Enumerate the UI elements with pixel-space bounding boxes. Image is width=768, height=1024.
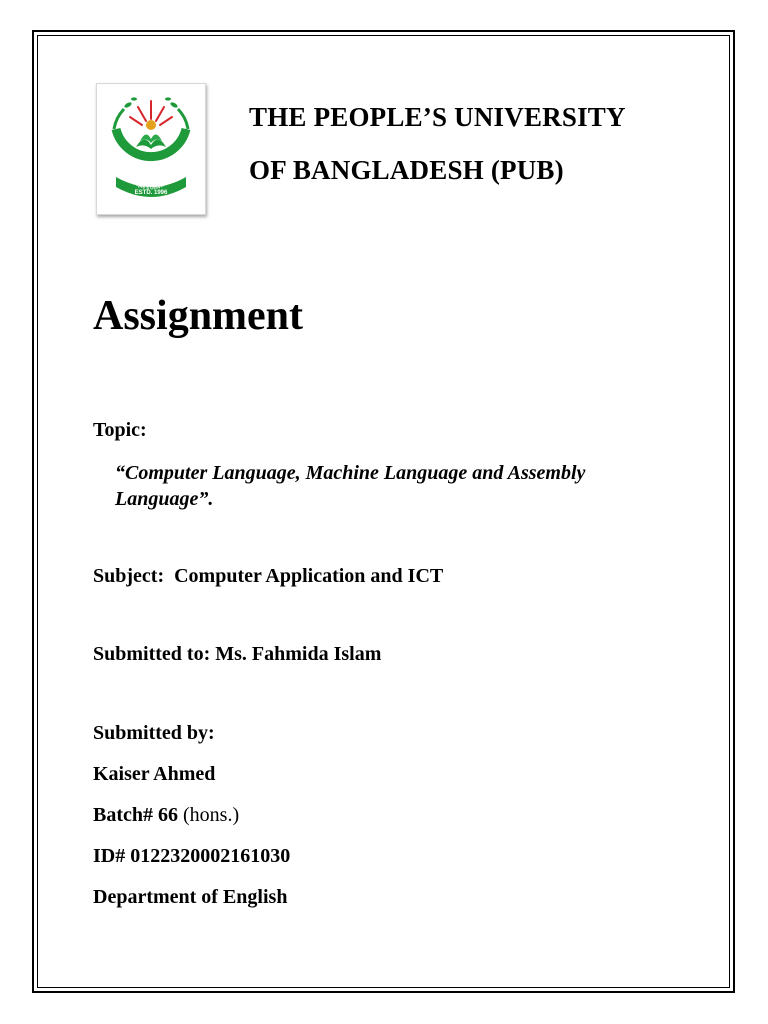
subject-label: Subject:: [93, 565, 165, 587]
university-name-line2: OF BANGLADESH (PUB): [249, 155, 564, 185]
university-logo: [96, 83, 206, 215]
subject-line: [93, 565, 443, 588]
submitted-to-line: [93, 643, 381, 666]
student-id-line: [93, 845, 290, 868]
svg-text:The People's University of Ban: The People's University of Ban: [122, 164, 183, 192]
department: Department of English: [93, 886, 288, 908]
subject-value: Computer Application and ICT: [174, 565, 444, 587]
topic-text: “Computer Language, Machine Language and Assembly Language”.: [115, 462, 586, 510]
student-id-label: ID#: [93, 845, 126, 867]
student-name: Kaiser Ahmed: [93, 763, 216, 785]
submitted-to-label: Submitted to:: [93, 643, 211, 665]
svg-text:ESTD. 1996: ESTD. 1996: [134, 190, 168, 196]
batch-line: [93, 804, 239, 827]
submitted-by-label: Submitted by:: [93, 722, 215, 744]
student-id-value: 0122320002161030: [130, 845, 291, 867]
university-seal-icon: [102, 89, 200, 209]
university-name-line1: THE PEOPLE’S UNIVERSITY: [249, 102, 626, 132]
submitted-to-value: Ms. Fahmida Islam: [215, 643, 382, 665]
topic-label: Topic:: [93, 419, 147, 441]
batch-label: Batch# 66: [93, 804, 178, 826]
batch-suffix: (hons.): [183, 804, 240, 826]
document-title: Assignment: [93, 293, 304, 339]
